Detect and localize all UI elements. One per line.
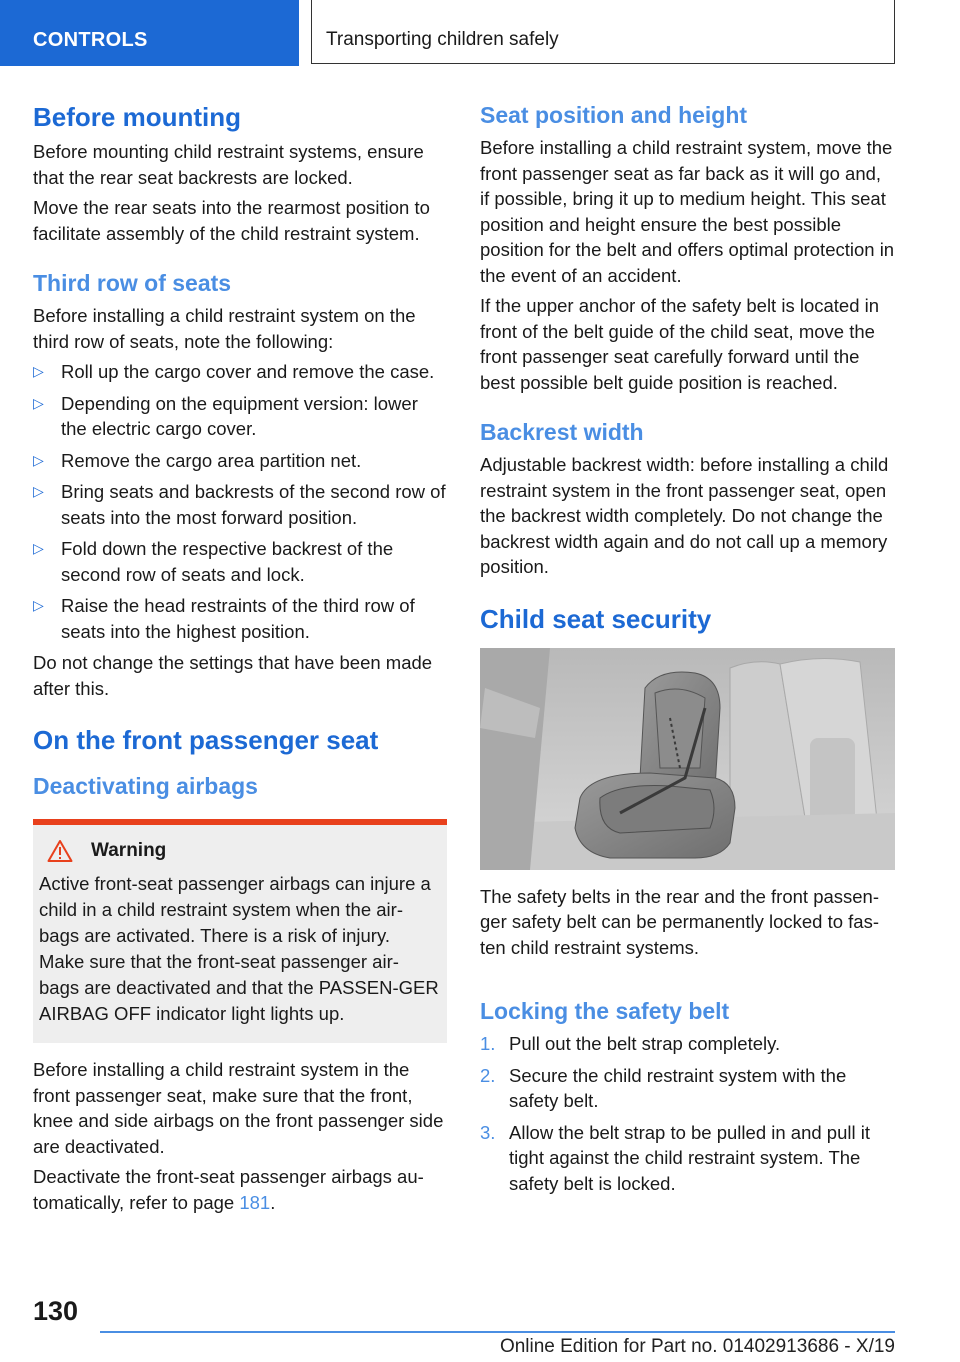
paragraph: Before installing a child restraint system on the third row of seats, note the following:	[33, 305, 416, 352]
heading-front-passenger: On the front passenger seat	[33, 725, 379, 755]
photo-caption: The safety belts in the rear and the front passen‐ger safety belt can be permanently locked to fas‐ten child restraint systems.	[480, 885, 880, 958]
list-item: ▷ Bring seats and backrests of the second row of seats into the most forward position.	[33, 481, 446, 528]
child-seat-illustration	[480, 648, 895, 870]
list-item: 2. Secure the child restraint system with the safety belt.	[480, 1064, 847, 1111]
list-item: ▷ Fold down the respective backrest of the second row of seats and lock.	[33, 538, 394, 585]
paragraph-page-ref: Deactivate the front-seat passenger airbags au‐tomatically, refer to page 181.	[33, 1166, 424, 1213]
list-item: ▷ Raise the head restraints of the third row of seats into the highest position.	[33, 595, 415, 642]
paragraph: Before mounting child restraint systems, ensure that the rear seat backrests are locked.	[33, 141, 424, 188]
chapter-title: Transporting children safely	[311, 0, 895, 64]
triangle-right-bullet-icon: ▷	[33, 363, 44, 379]
heading-third-row: Third row of seats	[33, 270, 232, 296]
triangle-right-bullet-icon: ▷	[33, 451, 44, 468]
triangle-right-bullet-icon: ▷	[33, 540, 44, 556]
heading-deactivating-airbags: Deactivating airbags	[33, 773, 258, 799]
triangle-right-bullet-icon: ▷	[33, 483, 44, 499]
child-seat-photo	[480, 648, 895, 870]
heading-backrest-width: Backrest width	[480, 419, 644, 445]
third-row-list	[33, 359, 447, 644]
paragraph: Before installing a child restraint system in the front passenger seat, make sure that the front, knee and side airbags on the front passenger side are deactivated.	[33, 1059, 444, 1157]
warning-box	[33, 819, 447, 1043]
heading-child-seat-security: Child seat security	[480, 603, 712, 634]
list-item: ▷ Roll up the cargo cover and remove the case.	[33, 359, 447, 385]
edition-text: Online Edition for Part no. 01402913686 - X/19	[499, 1336, 895, 1357]
paragraph: Adjustable backrest width: before installing a child restraint system in the front passenger seat, open the backrest width completely. Do not change the backrest width again and do not call up a memory position.	[480, 454, 889, 577]
warning-text: Active front-seat passenger airbags can injure a child in a child restraint system when the air‐bags are activated. There is a risk of injury. Make sure that the front-seat passenger air‐bags are deactivated and that the PASSEN‐GER AIRBAG OFF indicator light lights up.	[39, 873, 439, 1024]
heading-before-mounting: Before mounting	[33, 102, 241, 132]
footer-divider	[100, 1331, 895, 1333]
heading-seat-position: Seat position and height	[480, 102, 748, 128]
page-number: 130	[33, 1296, 79, 1326]
paragraph: If the upper anchor of the safety belt is located in front of the belt guide of the child seat, move the front passenger seat carefully forward until the best possible belt guide position is reached.	[480, 295, 880, 393]
heading-locking-belt: Locking the safety belt	[480, 998, 730, 1024]
paragraph: Before installing a child restraint system, move the front passenger seat as far back as it will go and, if possible, bring it up to medium height. This seat position and height ensure the best possible position for the belt and offers optimal protection in the event of an accident.	[480, 137, 895, 286]
warning-triangle-icon	[47, 839, 73, 863]
list-item: ▷ Remove the cargo area partition net.	[33, 448, 447, 474]
list-item: ▷ Depending on the equipment version: lower the electric cargo cover.	[33, 392, 418, 439]
section-tab: CONTROLS	[0, 0, 299, 66]
list-item: 1. Pull out the belt strap completely.	[480, 1033, 781, 1054]
list-item: 3. Allow the belt strap to be pulled in and pull it tight against the child restraint system. The safety belt is locked.	[480, 1121, 870, 1194]
triangle-right-bullet-icon: ▷	[33, 597, 44, 613]
right-column	[480, 100, 895, 1202]
triangle-right-bullet-icon: ▷	[33, 394, 44, 411]
page-link[interactable]: 181	[239, 1191, 271, 1213]
page-header	[0, 0, 960, 66]
locking-steps-list	[480, 1031, 895, 1196]
paragraph: Do not change the settings that have been made after this.	[33, 652, 433, 699]
warning-title: Warning	[91, 840, 167, 861]
left-column	[33, 100, 447, 1215]
paragraph: Move the rear seats into the rearmost position to facilitate assembly of the child restraint system.	[33, 197, 430, 244]
warning-header	[39, 839, 439, 863]
